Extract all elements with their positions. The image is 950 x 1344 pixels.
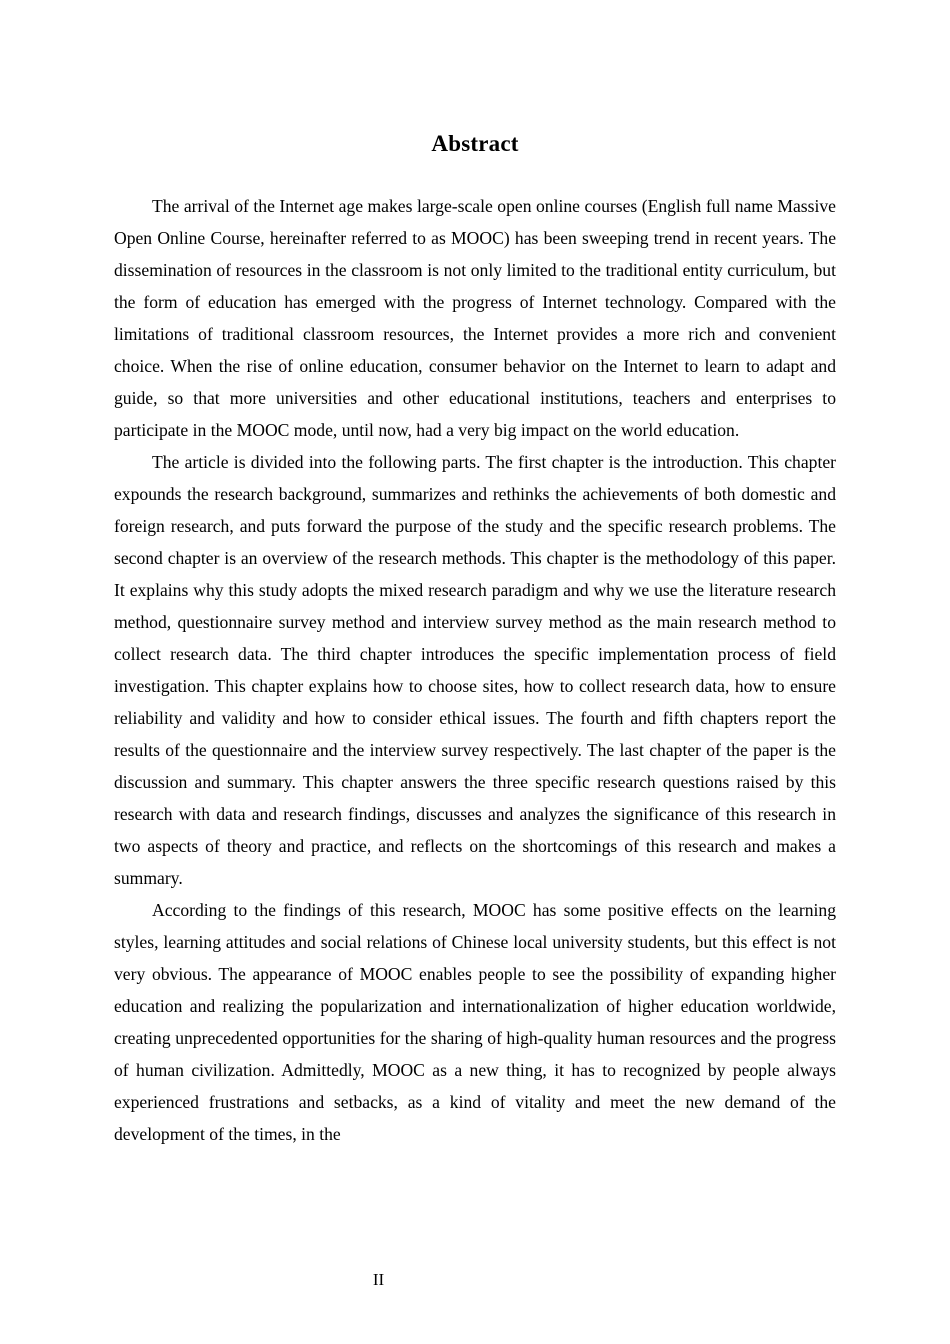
abstract-body bbox=[114, 190, 836, 1150]
abstract-paragraph-1: The arrival of the Internet age makes large-scale open online courses (English full name Massive Open Online Course, hereinafter referred to as MOOC) has been sweeping trend in recent years. The dissemination of resources in the classroom is not only limited to the traditional entity curriculum, but the form of education has emerged with the progress of Internet technology. Compared with the limitations of traditional classroom resources, the Internet provides a more rich and convenient choice. When the rise of online education, consumer behavior on the Internet to learn to adapt and guide, so that more universities and other educational institutions, teachers and enterprises to participate in the MOOC mode, until now, had a very big impact on the world education. bbox=[114, 196, 836, 440]
abstract-paragraph-2: The article is divided into the following parts. The first chapter is the introduction. This chapter expounds the research background, summarizes and rethinks the achievements of both domestic and foreign research, and puts forward the purpose of the study and the specific research problems. The second chapter is an overview of the research methods. This chapter is the methodology of this paper. It explains why this study adopts the mixed research paradigm and why we use the literature research method, questionnaire survey method and interview survey method as the main research method to collect research data. The third chapter introduces the specific implementation process of field investigation. This chapter explains how to choose sites, how to collect research data, how to ensure reliability and validity and how to consider ethical issues. The fourth and fifth chapters report the results of the questionnaire and the interview survey respectively. The last chapter of the paper is the discussion and summary. This chapter answers the three specific research questions raised by this research with data and research findings, discusses and analyzes the significance of this research in two aspects of theory and practice, and reflects on the shortcomings of this research and makes a summary. bbox=[114, 452, 836, 888]
page-title: Abstract bbox=[431, 131, 519, 157]
page-number: II bbox=[372, 1270, 385, 1289]
abstract-paragraph-3: According to the findings of this research, MOOC has some positive effects on the learning styles, learning attitudes and social relations of Chinese local university students, but this effect is not very obvious. The appearance of MOOC enables people to see the possibility of expanding higher education and realizing the popularization and internationalization of higher education worldwide, creating unprecedented opportunities for the sharing of high-quality human resources and the progress of human civilization. Admittedly, MOOC as a new thing, it has to recognized by people always experienced frustrations and setbacks, as a kind of vitality and meet the new demand of the development of the times, in the bbox=[114, 900, 836, 1144]
